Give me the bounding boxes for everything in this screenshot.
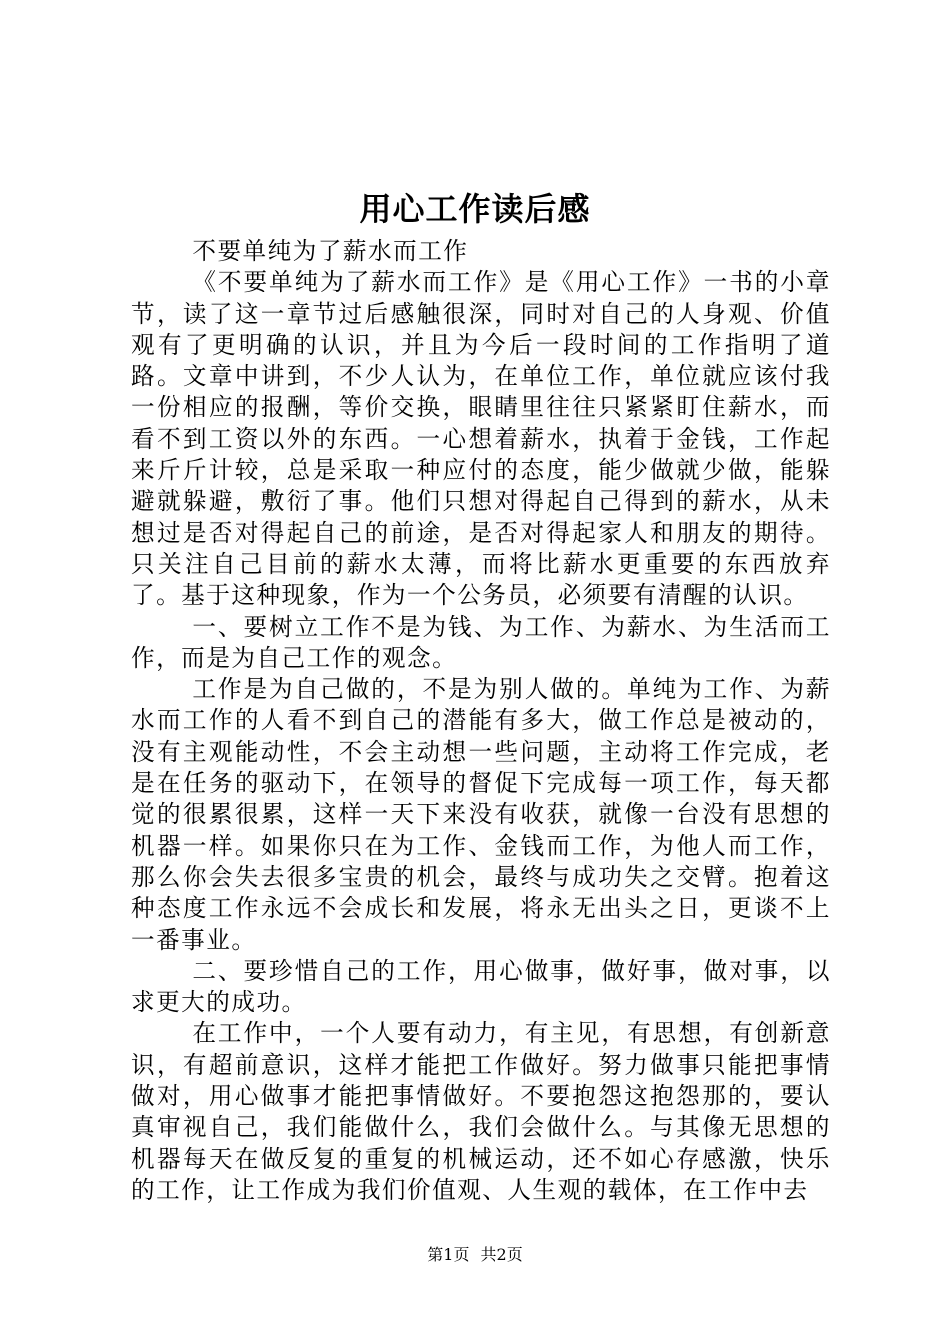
page-footer	[0, 1244, 950, 1266]
body-paragraph: 在工作中，一个人要有动力，有主见，有思想，有创新意识，有超前意识，这样才能把工作做好。努力做事只能把事情做对，用心做事才能把事情做好。不要抱怨这抱怨那的，要认真审视自己，我们能做什么，我们会做什么。与其像无思想的机器每天在做反复的重复的机械运动，还不如心存感激，快乐的工作，让工作成为我们价值观、人生观的载体，在工作中去	[131, 1019, 831, 1204]
subtitle-paragraph: 不要单纯为了薪水而工作	[192, 237, 469, 265]
document-body	[131, 236, 831, 1206]
section-heading-two: 二、要珍惜自己的工作，用心做事，做好事，做对事，以求更大的成功。	[131, 956, 831, 1017]
page-number: 第1页	[427, 1245, 470, 1264]
page-total: 共2页	[480, 1245, 523, 1264]
section-heading-one: 一、要树立工作不是为钱、为工作、为薪水、为生活而工作，而是为自己工作的观念。	[131, 612, 831, 672]
document-title: 用心工作读后感	[359, 190, 591, 228]
body-paragraph: 工作是为自己做的，不是为别人做的。单纯为工作、为薪水而工作的人看不到自己的潜能有多大，做工作总是被动的，没有主观能动性，不会主动想一些问题，主动将工作完成，老是在任务的驱动下，在领导的督促下完成每一项工作，每天都觉的很累很累，这样一天下来没有收获，就像一台没有思想的机器一样。如果你只在为工作、金钱而工作，为他人而工作，那么你会失去很多宝贵的机会，最终与成功失之交臂。抱着这种态度工作永远不会成长和发展，将永无出头之日，更谈不上一番事业。	[131, 675, 831, 954]
body-paragraph: 《不要单纯为了薪水而工作》是《用心工作》一书的小章节，读了这一章节过后感触很深，同时对自己的人身观、价值观有了更明确的认识，并且为今后一段时间的工作指明了道路。文章中讲到，不少人认为，在单位工作，单位就应该付我一份相应的报酬，等价交换，眼睛里往往只紧紧盯住薪水，而看不到工资以外的东西。一心想着薪水，执着于金钱，工作起来斤斤计较，总是采取一种应付的态度，能少做就少做，能躲避就躲避，敷衍了事。他们只想对得起自己得到的薪水，从未想过是否对得起自己的前途，是否对得起家人和朋友的期待。只关注自己目前的薪水太薄，而将比薪水更重要的东西放弃了。基于这种现象，作为一个公务员，必须要有清醒的认识。	[131, 268, 831, 610]
